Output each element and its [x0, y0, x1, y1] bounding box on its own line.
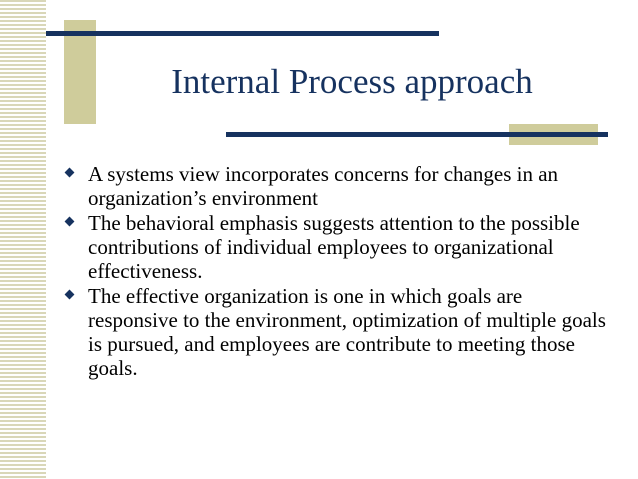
bullet-text: The effective organization is one in which goals are responsive to the environment, optimization of multiple goals is pursued, and employees are contribute to meeting those goals. [88, 284, 606, 380]
title-top-rule [46, 31, 439, 36]
bullet-item [66, 211, 611, 283]
bullet-item [66, 284, 611, 380]
bullet-text: A systems view incorporates concerns for changes in an organization’s environment [88, 162, 559, 210]
diamond-bullet-icon [65, 168, 75, 178]
diamond-bullet-icon [65, 290, 75, 300]
title-bottom-rule [226, 132, 608, 137]
left-decorative-stripe [0, 0, 46, 479]
bullet-list [66, 162, 611, 381]
bullet-text: The behavioral emphasis suggests attention to the possible contributions of individual employees to organizational effectiveness. [88, 211, 580, 283]
slide-title: Internal Process approach [171, 62, 533, 101]
diamond-bullet-icon [65, 217, 75, 227]
bullet-item [66, 162, 611, 210]
